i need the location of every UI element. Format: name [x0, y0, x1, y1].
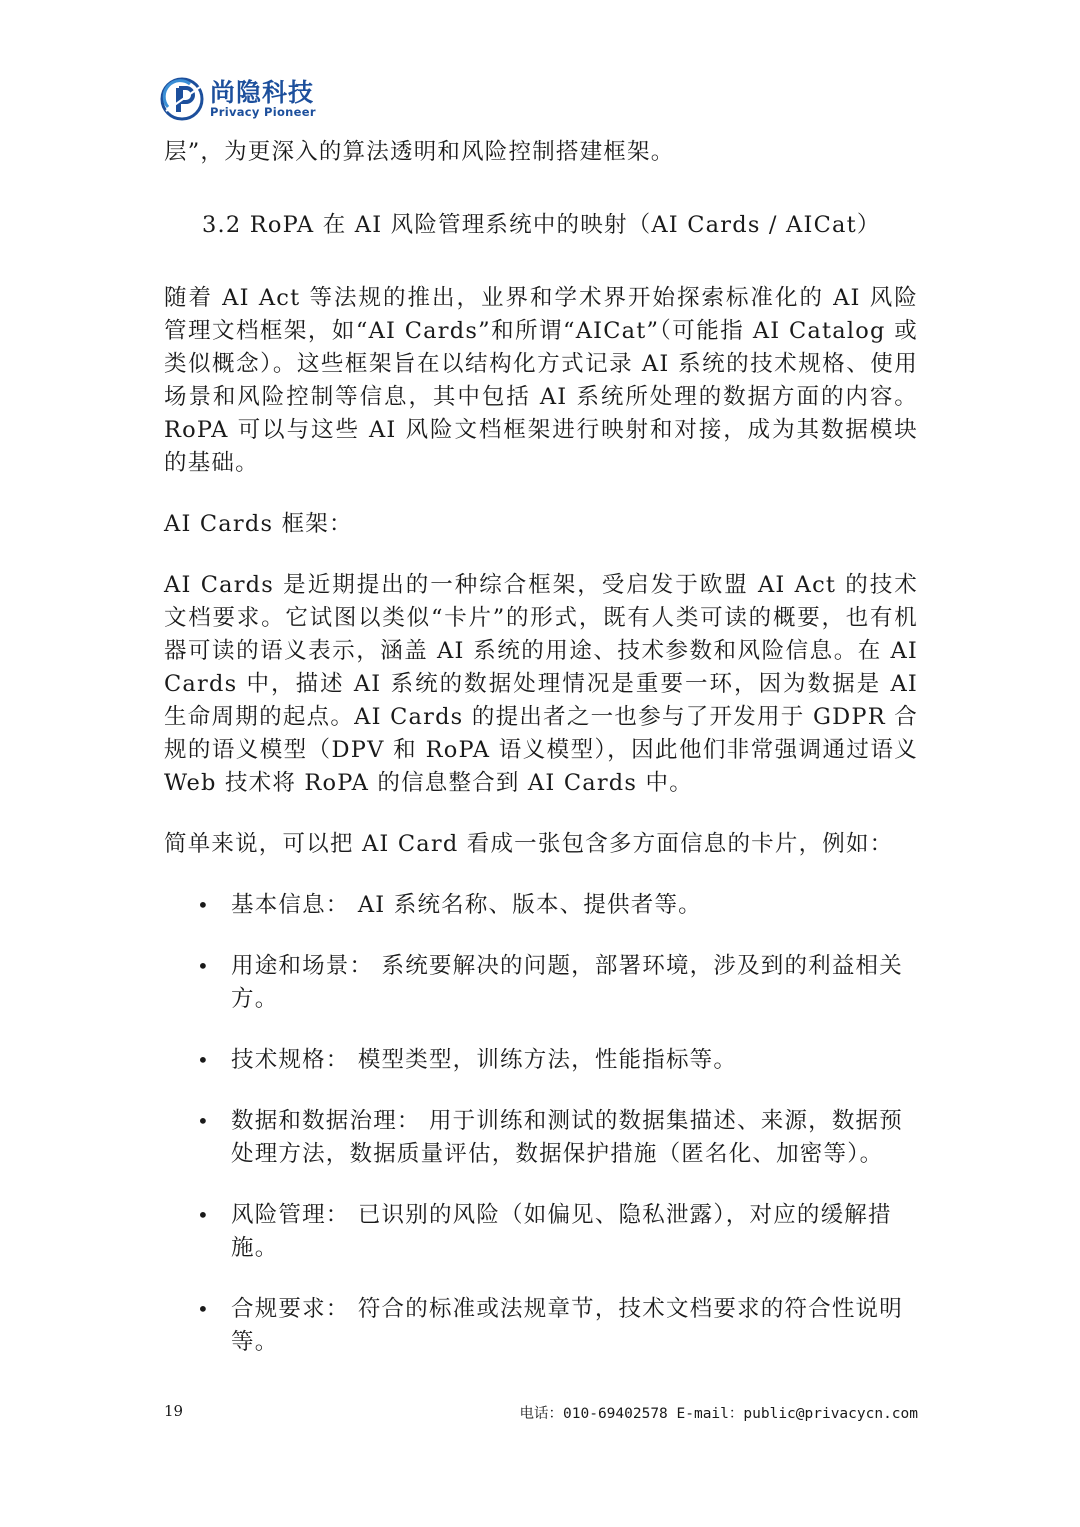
list-item	[164, 889, 918, 922]
bullet-icon: •	[197, 1203, 210, 1227]
list-item-text: 技术规格： 模型类型，训练方法，性能指标等。	[231, 1047, 738, 1073]
bullet-icon: •	[197, 1109, 210, 1133]
contact-info: 电话：010-69402578 E-mail：public@privacycn.com	[519, 1406, 918, 1422]
list-item	[164, 1199, 918, 1265]
list-item	[164, 1044, 918, 1077]
list-item-text: 数据和数据治理： 用于训练和测试的数据集描述、来源，数据预处理方法，数据质量评估，数据保护措施（匿名化、加密等）。	[231, 1108, 903, 1167]
bullet-icon: •	[197, 954, 210, 978]
logo-english-name: Privacy Pioneer	[210, 104, 316, 119]
ai-cards-subheading: AI Cards 框架：	[164, 511, 353, 537]
list-item-text: 风险管理： 已识别的风险（如偏见、隐私泄露），对应的缓解措施。	[231, 1202, 892, 1261]
bullet-icon: •	[197, 1297, 210, 1321]
logo-chinese-name: 尚隐科技	[210, 77, 315, 107]
ai-cards-paragraph: AI Cards 是近期提出的一种综合框架，受启发于欧盟 AI Act 的技术文档要求。它试图以类似“卡片”的形式，既有人类可读的概要，也有机器可读的语义表示，涵盖 AI 系统的用途、技术参数和风险信息。在 AI Cards 中，描述 AI 系统的数据处理情况是重要一环，因为数据是 AI 生命周期的起点。AI Cards 的提出者之一也参与了开发用于 GDPR 合规的语义模型（DPV 和 RoPA 语义模型），因此他们非常强调通过语义 Web 技术将 RoPA 的信息整合到 AI Cards 中。	[164, 572, 918, 796]
list-item-text: 基本信息： AI 系统名称、版本、提供者等。	[231, 892, 702, 918]
bullet-icon: •	[197, 1048, 210, 1072]
list-item	[164, 950, 918, 1016]
list-item	[164, 1293, 918, 1359]
continued-paragraph-line: 层”，为更深入的算法透明和风险控制搭建框架。	[164, 139, 675, 165]
section-heading: 3.2 RoPA 在 AI 风险管理系统中的映射（AI Cards / AICat）	[202, 212, 881, 238]
page-footer	[164, 1402, 918, 1423]
privacy-pioneer-logo-icon	[160, 77, 204, 121]
intro-paragraph: 随着 AI Act 等法规的推出，业界和学术界开始探索标准化的 AI 风险管理文档框架，如“AI Cards”和所谓“AICat”（可能指 AI Catalog 或类似概念）。这些框架旨在以结构化方式记录 AI 系统的技术规格、使用场景和风险控制等信息，其中包括 AI 系统所处理的数据方面的内容。RoPA 可以与这些 AI 风险文档框架进行映射和对接，成为其数据模块的基础。	[164, 285, 918, 476]
list-item-text: 合规要求： 符合的标准或法规章节，技术文档要求的符合性说明等。	[231, 1296, 903, 1355]
bullet-icon: •	[197, 893, 210, 917]
logo-text	[210, 77, 316, 119]
summary-paragraph: 简单来说，可以把 AI Card 看成一张包含多方面信息的卡片，例如：	[164, 831, 894, 857]
list-item-text: 用途和场景： 系统要解决的问题，部署环境，涉及到的利益相关方。	[231, 953, 903, 1012]
page-number: 19	[164, 1402, 184, 1420]
page-content	[164, 136, 918, 1387]
list-item	[164, 1105, 918, 1171]
page-header	[160, 74, 316, 124]
ai-card-info-list	[164, 889, 918, 1359]
